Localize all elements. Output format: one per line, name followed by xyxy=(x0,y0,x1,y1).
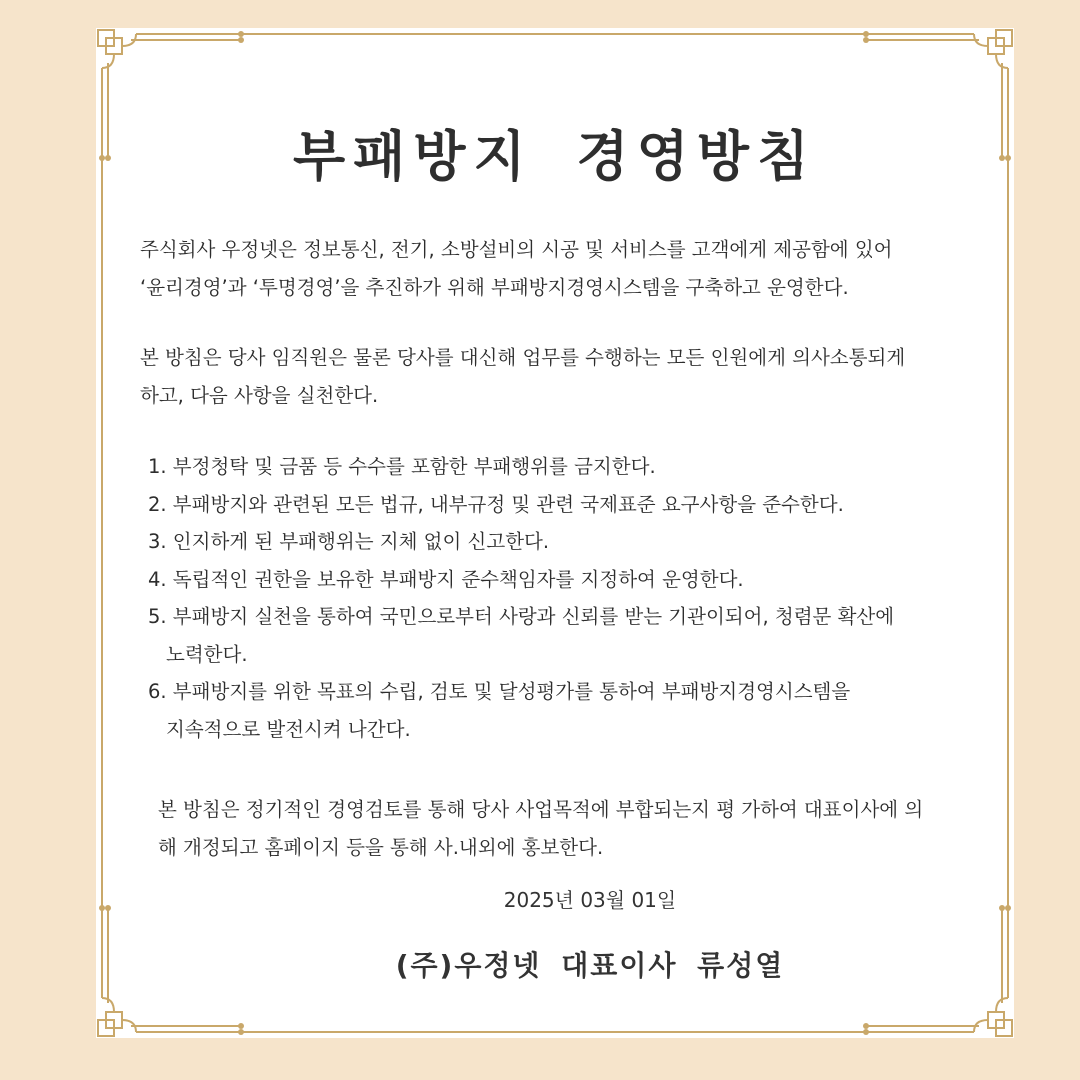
policy-item-2: 2. 부패방지와 관련된 모든 법규, 내부규정 및 관련 국제표준 요구사항을 준수한다. xyxy=(148,492,844,516)
policy-list xyxy=(148,448,894,748)
intro-paragraph xyxy=(140,231,893,307)
review-line-1: 본 방침은 정기적인 경영검토를 통해 당사 사업목적에 부합되는지 평 가하여 대표이사에 의 xyxy=(158,798,924,821)
intro-line-2: ‘윤리경영’과 ‘투명경영’을 추진하가 위해 부패방지경영시스템을 구축하고 운영한다. xyxy=(140,276,849,299)
signature: (주)우정넷 대표이사 류성열 xyxy=(395,949,785,982)
document-date: 2025년 03월 01일 xyxy=(503,888,677,912)
scope-line-2: 하고, 다음 사항을 실천한다. xyxy=(140,384,379,407)
policy-item-6-continued: 지속적으로 발전시켜 나간다. xyxy=(166,717,411,741)
review-line-2: 해 개정되고 홈페이지 등을 통해 사.내외에 홍보한다. xyxy=(158,836,604,859)
scope-paragraph xyxy=(140,339,905,415)
policy-item-1: 1. 부정청탁 및 금품 등 수수를 포함한 부패행위를 금지한다. xyxy=(148,455,656,478)
document-title: 부패방지 경영방침 xyxy=(292,124,818,188)
policy-item-4: 4. 독립적인 권한을 보유한 부패방지 준수책임자를 지정하여 운영한다. xyxy=(148,567,744,591)
corner-ornament-tl xyxy=(98,30,136,68)
document-paper xyxy=(96,28,1014,1038)
scope-line-1: 본 방침은 당사 임직원은 물론 당사를 대신해 업무를 수행하는 모든 인원에게 의사소통되게 xyxy=(140,346,906,369)
review-paragraph xyxy=(158,791,923,867)
intro-line-1: 주식회사 우정넷은 정보통신, 전기, 소방설비의 시공 및 서비스를 고객에게 제공함에 있어 xyxy=(140,238,893,261)
policy-item-5: 5. 부패방지 실천을 통하여 국민으로부터 사랑과 신뢰를 받는 기관이되어, 청렴문 확산에 xyxy=(148,605,895,628)
policy-item-5-continued: 노력한다. xyxy=(166,642,248,666)
policy-item-6: 6. 부패방지를 위한 목표의 수립, 검토 및 달성평가를 통하여 부패방지경영시스템을 xyxy=(148,680,851,703)
policy-item-3: 3. 인지하게 된 부패행위는 지체 없이 신고한다. xyxy=(148,530,550,553)
